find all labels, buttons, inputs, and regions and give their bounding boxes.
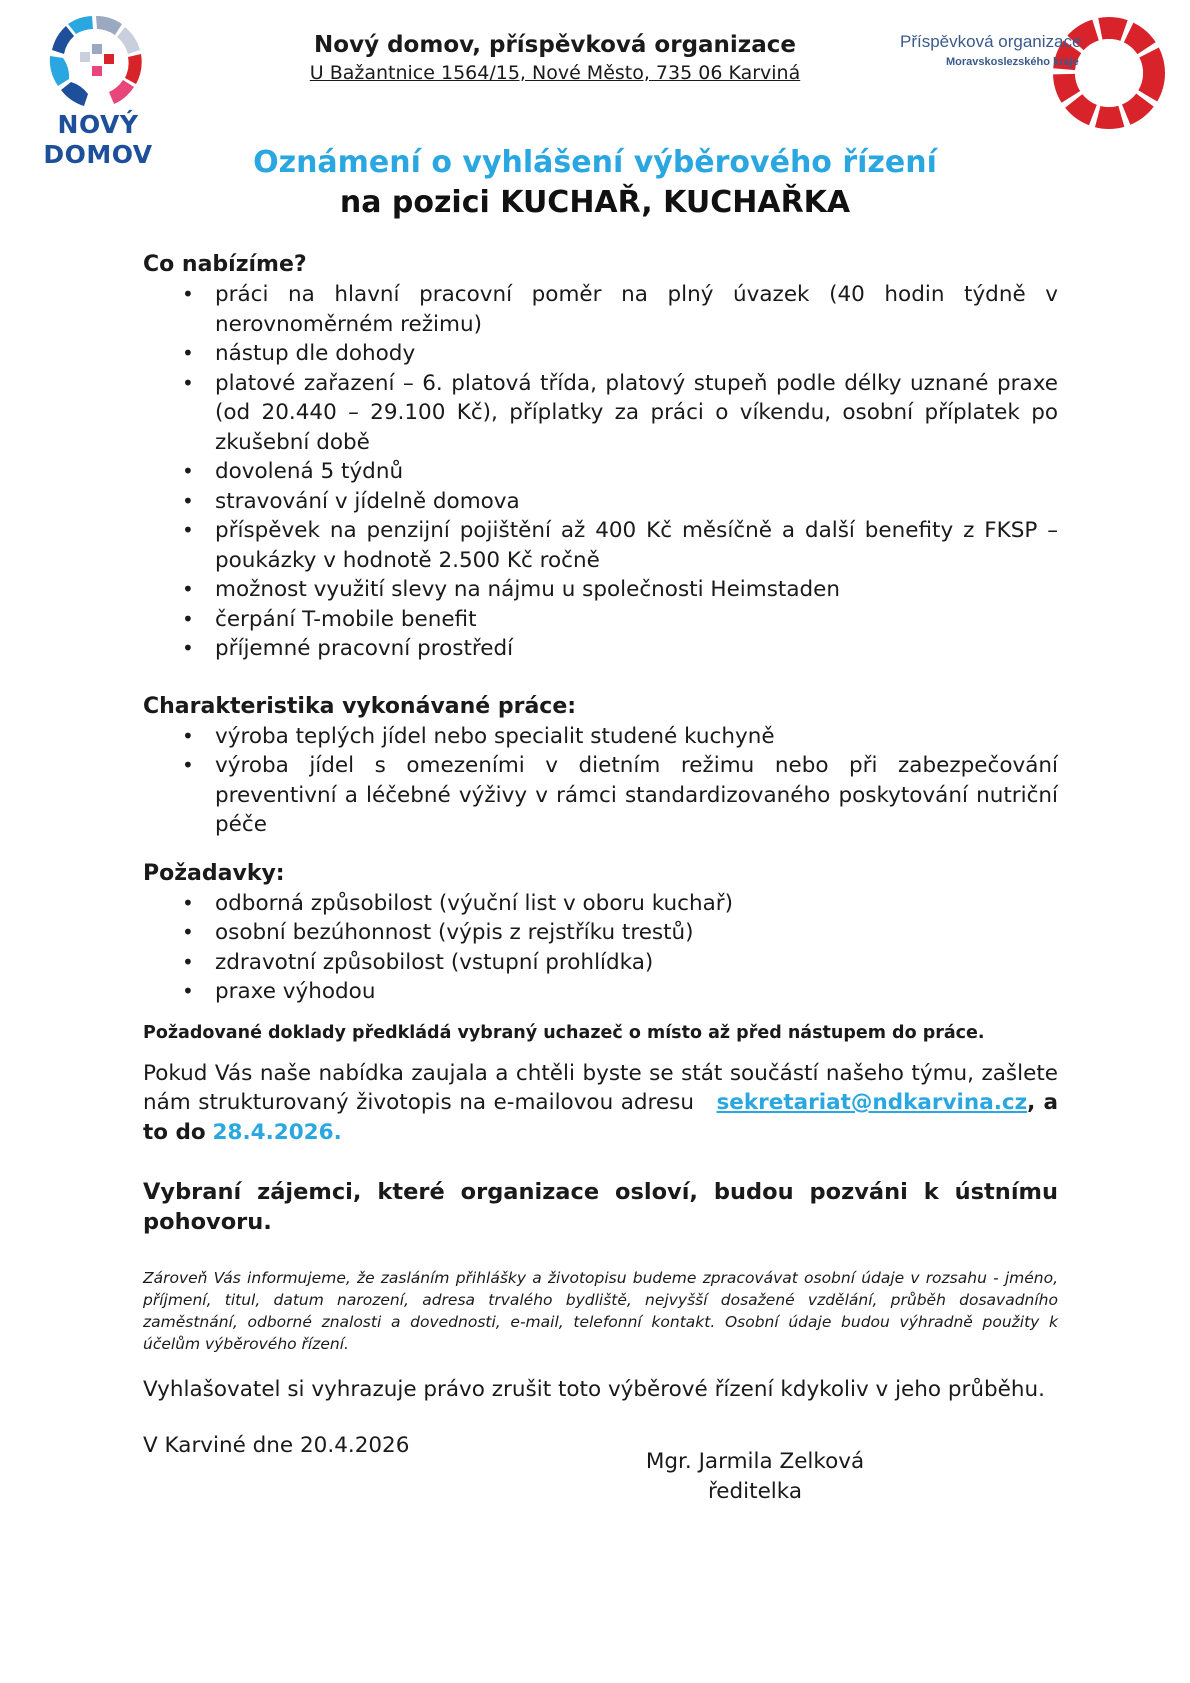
main-content xyxy=(143,250,1058,1460)
interview-note: Vybraní zájemci, které organizace osloví, budou pozváni k ústnímu pohovoru. xyxy=(143,1179,1058,1235)
red-ring-logo-icon xyxy=(1048,12,1170,134)
signature-block xyxy=(600,1447,910,1507)
offer-heading: Co nabízíme? xyxy=(143,252,307,277)
list-item: • stravování v jídelně domova xyxy=(143,487,1058,517)
list-item: • platové zařazení – 6. platová třída, platový stupeň podle délky uznané praxe (od 20.440 – 29.100 Kč), příplatky za práci o víkendu, osobní příplatek po zkušební době xyxy=(143,369,1058,458)
logo-text-novy: NOVÝ xyxy=(57,110,139,139)
organization-name: Nový domov, příspěvková organizace xyxy=(314,32,796,58)
announcement-title: Oznámení o vyhlášení výběrového řízení xyxy=(253,145,937,180)
list-item: • odborná způsobilost (výuční list v oboru kuchař) xyxy=(143,889,1058,919)
apply-paragraph xyxy=(143,1059,1058,1148)
list-item: • praxe výhodou xyxy=(143,977,1058,1007)
list-item: • práci na hlavní pracovní poměr na plný úvazek (40 hodin týdně v nerovnoměrném režimu) xyxy=(143,280,1058,339)
list-item: • příjemné pracovní prostředí xyxy=(143,634,1058,664)
cancel-note: Vyhlašovatel si vyhrazuje právo zrušit toto výběrové řízení kdykoliv v jeho průběhu. xyxy=(143,1377,1045,1402)
work-list xyxy=(143,722,1058,840)
signature-role: ředitelka xyxy=(707,1479,803,1504)
documents-note: Požadované doklady předkládá vybraný uchazeč o místo až před nástupem do práce. xyxy=(143,1022,985,1043)
list-item: • možnost využití slevy na nájmu u společnosti Heimstaden xyxy=(143,575,1058,605)
apply-deadline: 28.4.2026. xyxy=(212,1119,342,1145)
list-item: • výroba teplých jídel nebo specialit studené kuchyně xyxy=(143,722,1058,752)
list-item: • nástup dle dohody xyxy=(143,339,1058,369)
organization-address: U Bažantnice 1564/15, Nové Město, 735 06 Karviná xyxy=(309,62,801,84)
logo-text-domov: DOMOV xyxy=(43,140,153,169)
work-heading: Charakteristika vykonávané práce: xyxy=(143,693,577,719)
position-title: na pozici KUCHAŘ, KUCHAŘKA xyxy=(339,185,851,220)
organization-header xyxy=(270,30,840,86)
requirements-heading: Požadavky: xyxy=(143,860,285,886)
list-item: • dovolená 5 týdnů xyxy=(143,457,1058,487)
list-item: • výroba jídel s omezeními v dietním režimu nebo při zabezpečování preventivní a léčebné výživy v rámci standardizovaného poskytování nutriční péče xyxy=(143,751,1058,840)
apply-text: Pokud Vás naše nabídka zaujala a chtěli byste se stát součástí našeho týmu, zašlete nám strukturovaný životopis na e-mailovou adresu xyxy=(143,1060,1058,1115)
house-ring-logo-icon xyxy=(34,10,169,120)
place-date: V Karviné dne 20.4.2026 xyxy=(143,1432,410,1458)
gdpr-note: Zároveň Vás informujeme, že zasláním přihlášky a životopisu budeme zpracovávat osobní údaje v rozsahu - jméno, příjmení, titul, datum narození, adresa trvalého bydliště, nejvyšší dosažené vzdělání, průběh dosavadního zaměstnání, odborné znalosti a dovednosti, e-mail, telefonní kontakt. Osobní údaje budou výhradně použity k účelům výběrového řízení. xyxy=(143,1269,1058,1353)
logo-text-prispevkova: Příspěvková organizace xyxy=(900,32,1082,51)
list-item: • čerpání T-mobile benefit xyxy=(143,605,1058,635)
list-item: • osobní bezúhonnost (výpis z rejstříku trestů) xyxy=(143,918,1058,948)
regional-organization-logo xyxy=(900,12,1170,132)
list-item: • příspěvek na penzijní pojištění až 400 Kč měsíčně a další benefity z FKSP – poukázky v hodnotě 2.500 Kč ročně xyxy=(143,516,1058,575)
email-link[interactable]: sekretariat@ndkarvina.cz xyxy=(716,1090,1028,1115)
list-item: • zdravotní způsobilost (vstupní prohlídka) xyxy=(143,948,1058,978)
signature-name: Mgr. Jarmila Zelková xyxy=(645,1449,865,1474)
apply-after-email: , a to do xyxy=(143,1090,1058,1145)
requirements-list xyxy=(143,889,1058,1007)
offer-list xyxy=(143,280,1058,664)
logo-text-kraj: Moravskoslezského kraje xyxy=(946,56,1079,68)
